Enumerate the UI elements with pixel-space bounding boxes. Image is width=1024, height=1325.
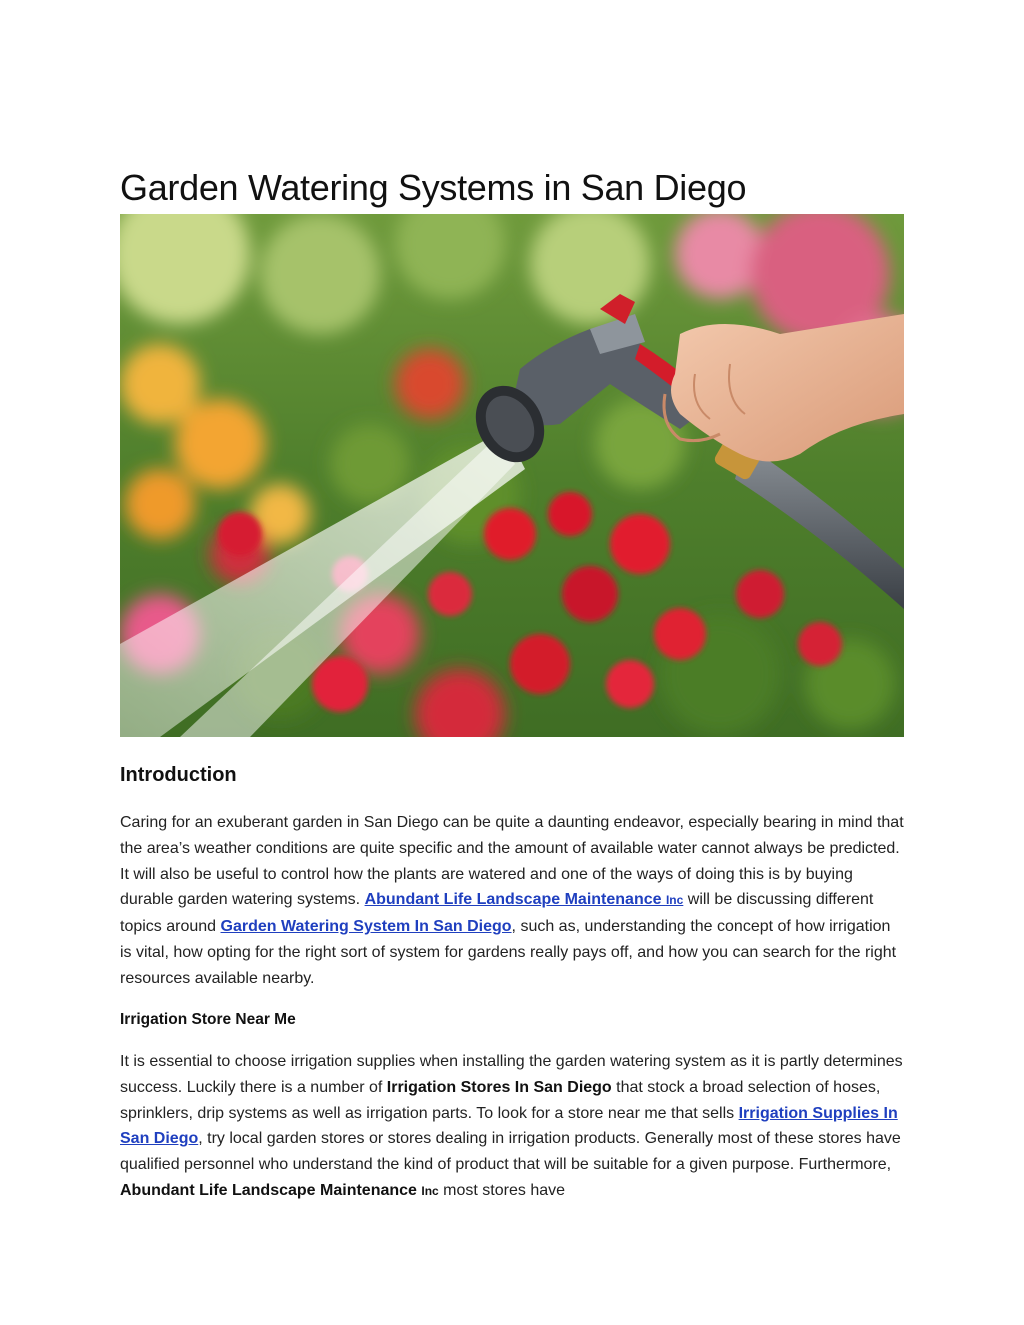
irrigation-store-paragraph [120, 1049, 904, 1205]
hero-image [120, 214, 904, 737]
irrigation-store-heading: Irrigation Store Near Me [120, 1011, 296, 1028]
abundant-life-bold-inc: Inc [421, 1183, 439, 1198]
garden-hose-photo [120, 214, 904, 737]
abundant-life-link-label: Abundant Life Landscape Maintenance [364, 891, 662, 909]
garden-watering-system-link[interactable]: Garden Watering System In San Diego [220, 918, 512, 936]
store-text-part-4: most stores have [438, 1181, 566, 1199]
abundant-life-link[interactable] [365, 891, 684, 908]
intro-text-part-2: will be discussing different topics around [120, 891, 874, 936]
intro-text-part-1: Caring for an exuberant garden in San Diego can be quite a daunting endeavor, especially bearing in mind that the area’s weather conditions are quite specific and the amount of available water cannot always be predicted. It will also be useful to control how the plants are watered and one of the ways of doing this is by buying durable garden watering systems. [120, 814, 904, 909]
store-text-part-3: , try local garden stores or stores dealing in irrigation products. Generally most of these stores have qualified personnel who understand the kind of product that will be suitable for a given purpose. Furthermore, [120, 1130, 901, 1174]
abundant-life-link-inc: Inc [665, 893, 684, 908]
intro-text-part-3: , such as, understanding the concept of how irrigation is vital, how opting for the right sort of system for gardens really pays off, and how you can search for the right resources available nearby. [120, 918, 897, 987]
irrigation-supplies-link[interactable]: Irrigation Supplies In San Diego [120, 1104, 898, 1148]
irrigation-stores-bold: Irrigation Stores In San Diego [386, 1078, 612, 1096]
abundant-life-bold-label: Abundant Life Landscape Maintenance [120, 1181, 417, 1199]
introduction-heading: Introduction [120, 764, 237, 786]
store-text-part-2: that stock a broad selection of hoses, sprinklers, drip systems as well as irrigation parts. To look for a store near me that sells [120, 1078, 881, 1122]
abundant-life-bold [120, 1182, 439, 1199]
page-title: Garden Watering Systems in San Diego [120, 167, 747, 208]
intro-paragraph [120, 810, 904, 992]
store-text-part-1: It is essential to choose irrigation supplies when installing the garden watering system as it is partly determines success. Luckily there is a number of [120, 1053, 903, 1096]
